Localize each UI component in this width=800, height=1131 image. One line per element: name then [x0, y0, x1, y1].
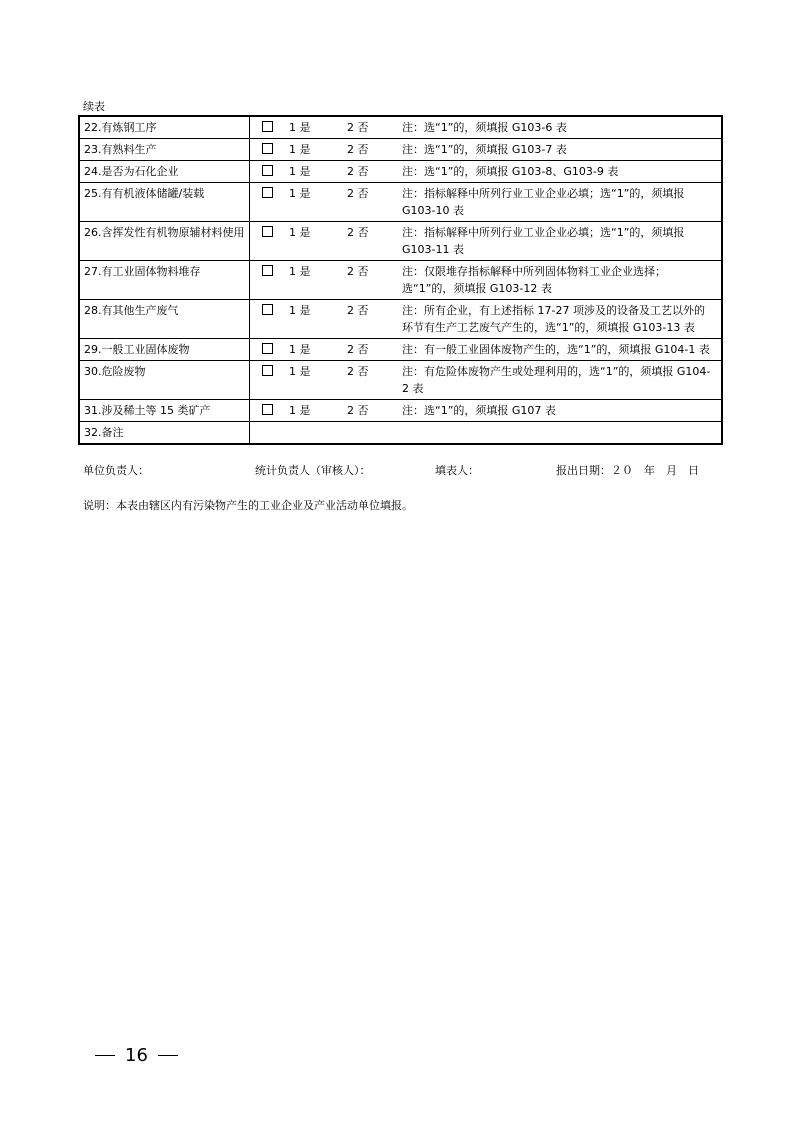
table-row: [79, 339, 722, 361]
table-row: [79, 161, 722, 183]
table-row: [79, 361, 722, 400]
checkbox-icon[interactable]: [262, 187, 273, 198]
option-cell: [250, 116, 723, 139]
row-note: 注：指标解释中所列行业工业企业必填；选“1”的，须填报 G103-10 表: [402, 187, 685, 217]
row-note: 注：选“1”的，须填报 G107 表: [402, 404, 556, 417]
page-number: 16: [125, 1045, 148, 1066]
table-row: [79, 261, 722, 300]
report-date-label: 报出日期：２０ 年 月 日: [556, 464, 699, 477]
table-row: [79, 116, 722, 139]
option-yes: 1 是: [289, 143, 311, 156]
option-no: 2 否: [347, 304, 369, 317]
item-label: 31.涉及稀土等 15 类矿产: [79, 400, 250, 422]
row-note: 注：所有企业，有上述指标 17-27 项涉及的设备及工艺以外的环节有生产工艺废气产生的，选“1”的，须填报 G103-13 表: [402, 304, 705, 334]
signature-footer: [83, 462, 723, 478]
remarks-field[interactable]: [250, 422, 723, 445]
row-note: 注：选“1”的，须填报 G103-6 表: [402, 121, 567, 134]
row-note: 注：有一般工业固体废物产生的，选“1”的，须填报 G104-1 表: [402, 343, 710, 356]
unit-head-label: 单位负责人：: [83, 464, 149, 477]
option-yes: 1 是: [289, 121, 311, 134]
option-no: 2 否: [347, 121, 369, 134]
row-note: 注：选“1”的，须填报 G103-7 表: [402, 143, 567, 156]
option-yes: 1 是: [289, 165, 311, 178]
row-note: 注：选“1”的，须填报 G103-8、G103-9 表: [402, 165, 619, 178]
option-no: 2 否: [347, 226, 369, 239]
option-cell: [250, 339, 723, 361]
option-no: 2 否: [347, 187, 369, 200]
option-cell: [250, 300, 723, 339]
table-row: [79, 400, 722, 422]
stat-head-label: 统计负责人（审核人）：: [255, 464, 371, 477]
option-cell: [250, 361, 723, 400]
option-yes: 1 是: [289, 343, 311, 356]
item-label: 24.是否为石化企业: [79, 161, 250, 183]
table-row: [79, 139, 722, 161]
option-cell: [250, 139, 723, 161]
checkbox-icon[interactable]: [262, 143, 273, 154]
checkbox-icon[interactable]: [262, 404, 273, 415]
table-row: [79, 183, 722, 222]
option-cell: [250, 222, 723, 261]
item-label: 30.危险废物: [79, 361, 250, 400]
item-label: 28.有其他生产废气: [79, 300, 250, 339]
continued-label: 续表: [83, 100, 105, 113]
table-row: [79, 222, 722, 261]
item-label: 29.一般工业固体废物: [79, 339, 250, 361]
remarks-row: [79, 422, 722, 445]
checkbox-icon[interactable]: [262, 226, 273, 237]
row-note: 注：有危险体废物产生或处理利用的，选“1”的，须填报 G104-2 表: [402, 365, 711, 395]
option-no: 2 否: [347, 343, 369, 356]
checkbox-icon[interactable]: [262, 165, 273, 176]
item-label: 27.有工业固体物料堆存: [79, 261, 250, 300]
row-note: 注：指标解释中所列行业工业企业必填；选“1”的，须填报 G103-11 表: [402, 226, 685, 256]
option-cell: [250, 400, 723, 422]
item-label: 26.含挥发性有机物原辅材料使用: [79, 222, 250, 261]
option-yes: 1 是: [289, 265, 311, 278]
page-number-block: [85, 1045, 188, 1066]
option-yes: 1 是: [289, 365, 311, 378]
item-label: 25.有有机液体储罐/装载: [79, 183, 250, 222]
filler-label: 填表人：: [435, 464, 479, 477]
option-cell: [250, 183, 723, 222]
option-yes: 1 是: [289, 187, 311, 200]
option-cell: [250, 261, 723, 300]
checkbox-icon[interactable]: [262, 304, 273, 315]
item-label: 22.有炼钢工序: [79, 116, 250, 139]
option-yes: 1 是: [289, 226, 311, 239]
dash-left-icon: [95, 1055, 115, 1056]
option-no: 2 否: [347, 143, 369, 156]
remarks-label: 32.备注: [79, 422, 250, 445]
table-row: [79, 300, 722, 339]
checkbox-icon[interactable]: [262, 365, 273, 376]
dash-right-icon: [158, 1055, 178, 1056]
checkbox-icon[interactable]: [262, 121, 273, 132]
option-yes: 1 是: [289, 304, 311, 317]
option-no: 2 否: [347, 265, 369, 278]
option-no: 2 否: [347, 365, 369, 378]
checkbox-icon[interactable]: [262, 265, 273, 276]
row-note: 注：仅限堆存指标解释中所列固体物料工业企业选择；选“1”的，须填报 G103-12 表: [402, 265, 666, 295]
option-no: 2 否: [347, 165, 369, 178]
explanation-note: 说明：本表由辖区内有污染物产生的工业企业及产业活动单位填报。: [83, 499, 413, 512]
checkbox-icon[interactable]: [262, 343, 273, 354]
form-table: [78, 115, 723, 445]
item-label: 23.有熟料生产: [79, 139, 250, 161]
option-no: 2 否: [347, 404, 369, 417]
option-cell: [250, 161, 723, 183]
option-yes: 1 是: [289, 404, 311, 417]
